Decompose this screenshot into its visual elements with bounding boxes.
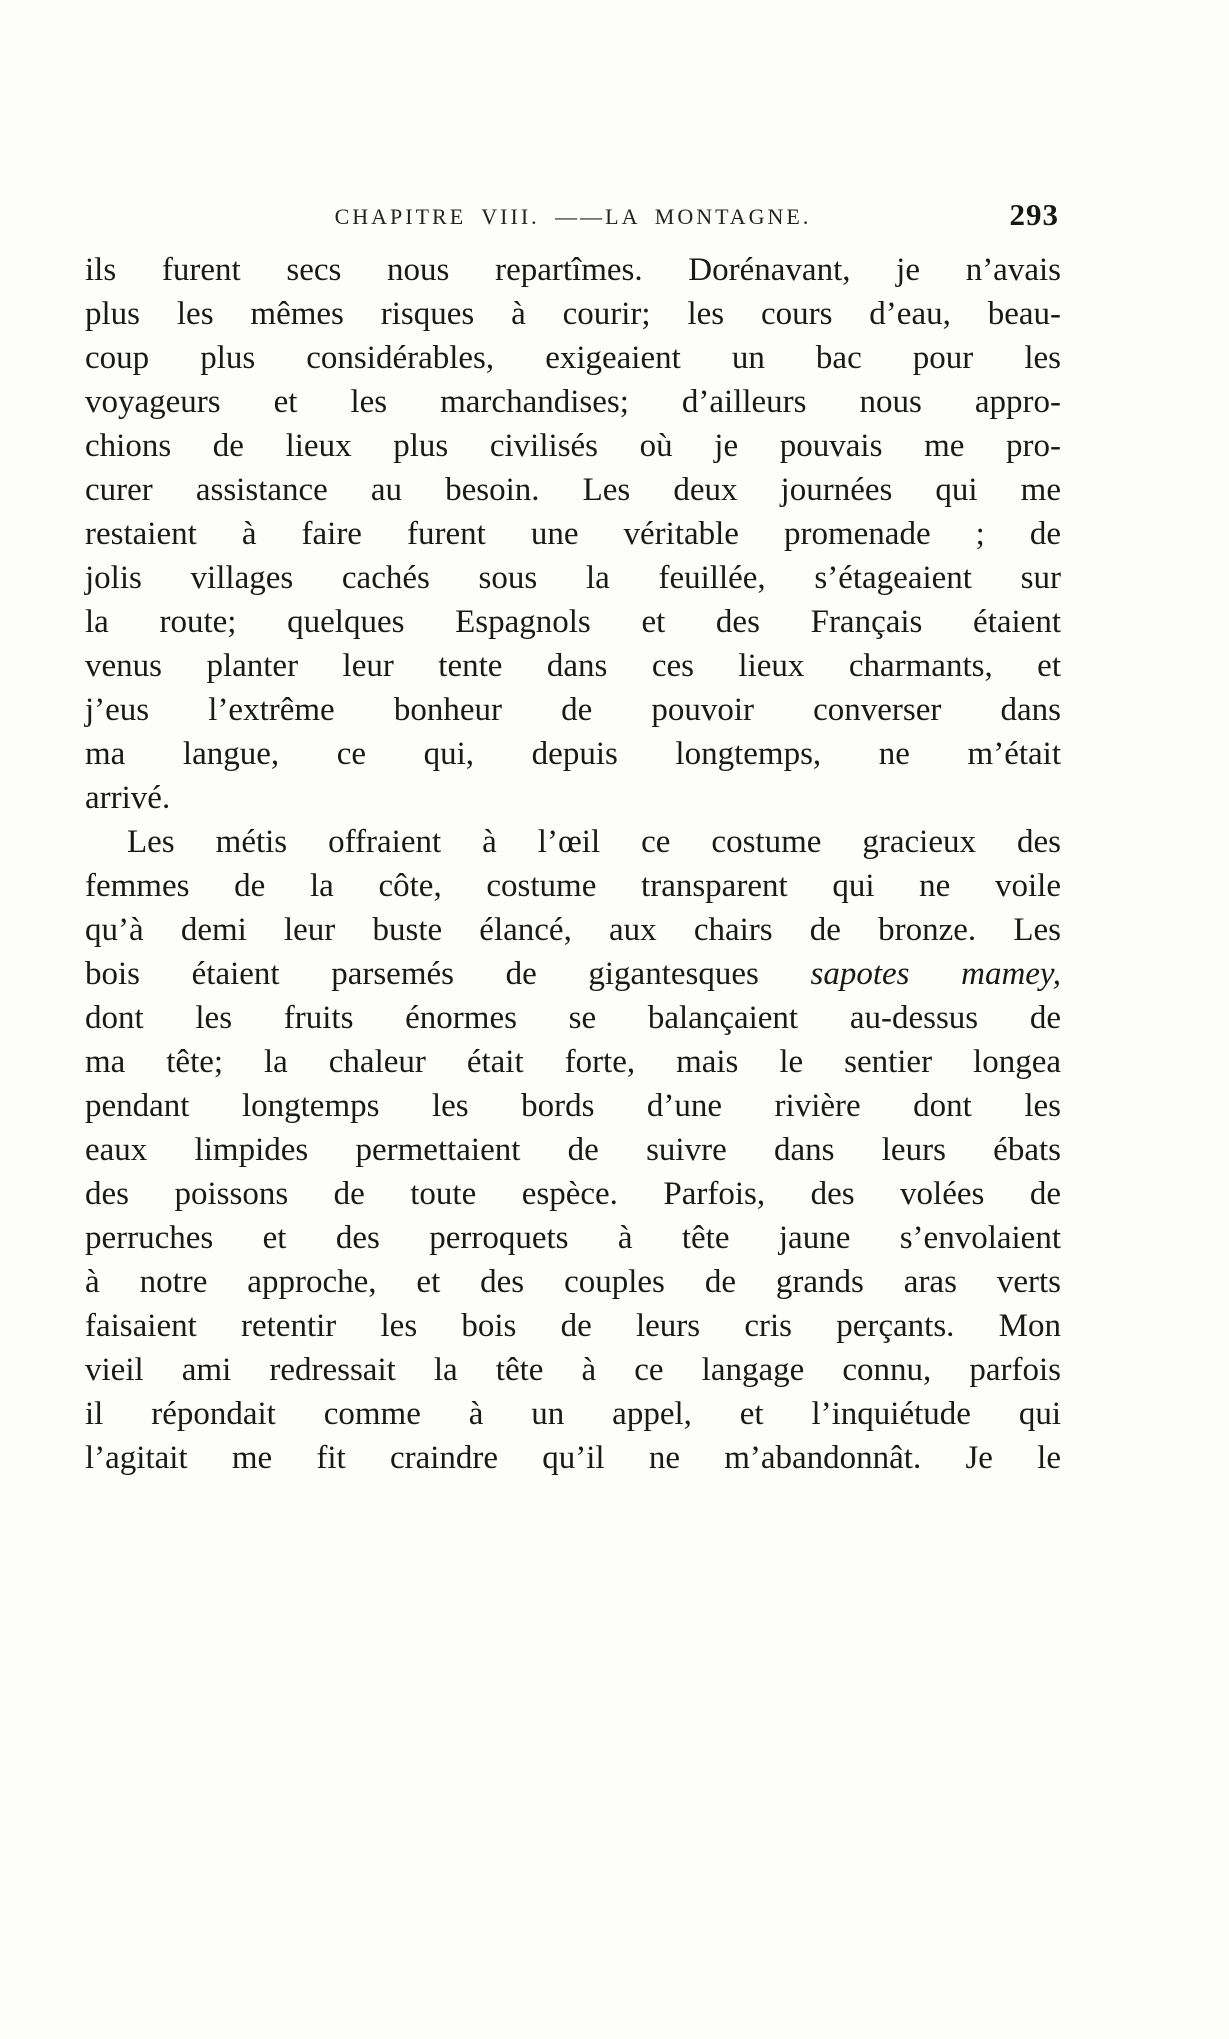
text-line (85, 952, 1061, 996)
text-line (85, 336, 1061, 380)
text-segment: l’agitait me fit craindre qu’il ne m’abandonnât. Je le (85, 1440, 1061, 1476)
text-line (85, 380, 1061, 424)
text-segment: il répondait comme à un appel, et l’inquiétude qui (85, 1396, 1061, 1432)
text-segment: qu’à demi leur buste élancé, aux chairs de bronze. Les (85, 912, 1061, 948)
text-segment: dont les fruits énormes se balançaient au-dessus de (85, 1000, 1061, 1036)
text-line (85, 424, 1061, 468)
text-line (85, 644, 1061, 688)
text-line (85, 1392, 1061, 1436)
text-line (85, 1128, 1061, 1172)
text-segment: arrivé. (85, 780, 171, 816)
paragraph (85, 820, 1061, 1480)
text-segment: ma langue, ce qui, depuis longtemps, ne m’était (85, 736, 1061, 772)
text-segment: bois étaient parsemés de gigantesques (85, 956, 811, 992)
text-segment: plus les mêmes risques à courir; les cours d’eau, beau- (85, 296, 1061, 332)
text-line (85, 732, 1061, 776)
text-line (85, 248, 1061, 292)
text-block (85, 248, 1061, 1480)
page-header (85, 197, 1061, 243)
text-line (85, 1084, 1061, 1128)
text-line (85, 996, 1061, 1040)
text-line (85, 1436, 1061, 1480)
text-line (85, 556, 1061, 600)
text-line (85, 908, 1061, 952)
text-segment: jolis villages cachés sous la feuillée, s’étageaient sur (85, 560, 1061, 596)
text-segment: curer assistance au besoin. Les deux journées qui me (85, 472, 1061, 508)
text-line (85, 1172, 1061, 1216)
text-line (85, 1304, 1061, 1348)
text-segment: coup plus considérables, exigeaient un bac pour les (85, 340, 1061, 376)
text-segment: ma tête; la chaleur était forte, mais le sentier longea (85, 1044, 1061, 1080)
text-segment: femmes de la côte, costume transparent qui ne voile (85, 868, 1061, 904)
text-line (85, 864, 1061, 908)
text-line (85, 292, 1061, 336)
text-line (85, 820, 1061, 864)
text-segment: restaient à faire furent une véritable promenade ; de (85, 516, 1061, 552)
italic-text: sapotes mamey, (810, 956, 1061, 992)
text-segment: vieil ami redressait la tête à ce langage connu, parfois (85, 1352, 1061, 1388)
text-segment: Les métis offraient à l’œil ce costume gracieux des (127, 824, 1061, 860)
text-line (85, 468, 1061, 512)
text-segment: chions de lieux plus civilisés où je pouvais me pro- (85, 428, 1061, 464)
text-segment: à notre approche, et des couples de grands aras verts (85, 1264, 1061, 1300)
text-line (85, 688, 1061, 732)
text-segment: pendant longtemps les bords d’une rivière dont les (85, 1088, 1061, 1124)
text-segment: perruches et des perroquets à tête jaune s’envolaient (85, 1220, 1061, 1256)
page-number: 293 (1009, 197, 1059, 232)
text-segment: venus planter leur tente dans ces lieux charmants, et (85, 648, 1061, 684)
text-line (85, 776, 1061, 820)
text-segment: voyageurs et les marchandises; d’ailleurs nous appro- (85, 384, 1061, 420)
text-line (85, 1348, 1061, 1392)
text-segment: des poissons de toute espèce. Parfois, des volées de (85, 1176, 1061, 1212)
text-segment: la route; quelques Espagnols et des Français étaient (85, 604, 1061, 640)
running-head: CHAPITRE VIII. ——LA MONTAGNE. (334, 204, 812, 229)
text-line (85, 1216, 1061, 1260)
text-segment: faisaient retentir les bois de leurs cris perçants. Mon (85, 1308, 1061, 1344)
text-segment: ils furent secs nous repartîmes. Dorénavant, je n’avais (85, 252, 1061, 288)
text-line (85, 512, 1061, 556)
text-line (85, 1260, 1061, 1304)
text-line (85, 600, 1061, 644)
text-line (85, 1040, 1061, 1084)
text-segment: j’eus l’extrême bonheur de pouvoir converser dans (85, 692, 1061, 728)
text-segment: eaux limpides permettaient de suivre dans leurs ébats (85, 1132, 1061, 1168)
paragraph (85, 248, 1061, 820)
